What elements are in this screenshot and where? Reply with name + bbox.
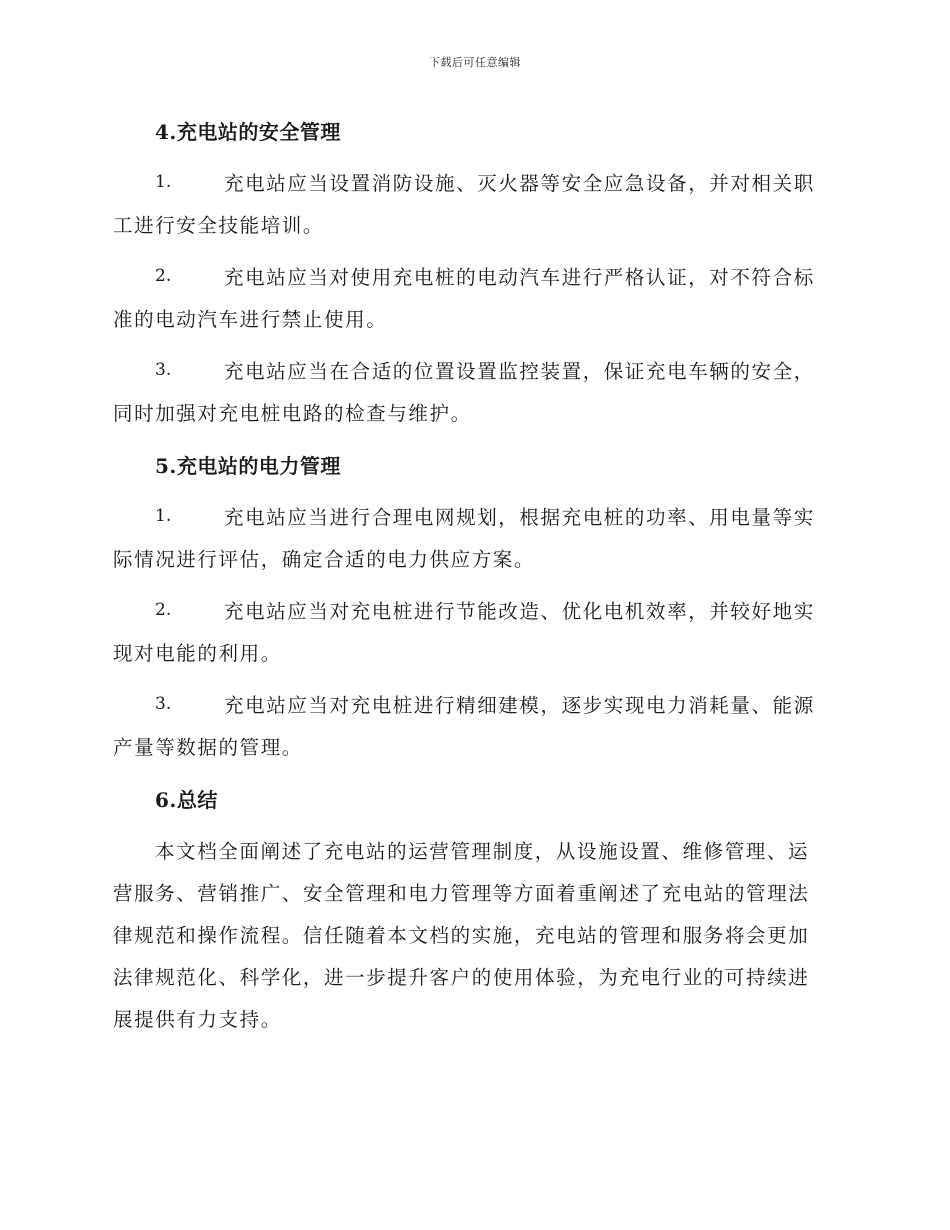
paragraph-line: 展提供有力支持。 xyxy=(113,1008,282,1031)
list-item-text-continued: 产量等数据的管理。 xyxy=(113,736,303,759)
list-item-text-continued: 同时加强对充电桩电路的检查与维护。 xyxy=(113,402,472,425)
list-item-text-continued: 现对电能的利用。 xyxy=(113,642,282,665)
paragraph-line: 律规范和操作流程。信任随着本文档的实施，充电站的管理和服务将会更加 xyxy=(113,924,810,947)
list-item-text: 充电站应当对使用充电桩的电动汽车进行严格认证，对不符合标 xyxy=(224,266,815,289)
section-heading-summary: 6.总结 xyxy=(155,788,218,812)
paragraph-line: 营服务、营销推广、安全管理和电力管理等方面着重阐述了充电站的管理法 xyxy=(113,882,810,905)
section-heading-safety: 4.充电站的安全管理 xyxy=(155,120,341,144)
list-item-text: 充电站应当对充电桩进行精细建模，逐步实现电力消耗量、能源 xyxy=(224,694,815,717)
list-item-text: 充电站应当设置消防设施、灭火器等安全应急设备，并对相关职 xyxy=(224,172,815,195)
list-item-number: 3. xyxy=(155,360,172,380)
page-header: 下载后可任意编辑 xyxy=(429,56,521,69)
list-item-text: 充电站应当进行合理电网规划，根据充电桩的功率、用电量等实 xyxy=(224,506,815,529)
list-item-text: 充电站应当对充电桩进行节能改造、优化电机效率，并较好地实 xyxy=(224,600,815,623)
list-item-text-continued: 工进行安全技能培训。 xyxy=(113,214,325,237)
list-item-text-continued: 准的电动汽车进行禁止使用。 xyxy=(113,308,388,331)
list-item-number: 3. xyxy=(155,694,172,714)
list-item-number: 1. xyxy=(155,506,172,526)
list-item-number: 1. xyxy=(155,172,172,192)
list-item-text-continued: 际情况进行评估，确定合适的电力供应方案。 xyxy=(113,548,536,571)
list-item-text: 充电站应当在合适的位置设置监控装置，保证充电车辆的安全， xyxy=(224,360,815,383)
list-item-number: 2. xyxy=(155,266,172,286)
paragraph-line: 法律规范化、科学化，进一步提升客户的使用体验，为充电行业的可持续进 xyxy=(113,966,810,989)
paragraph-line: 本文档全面阐述了充电站的运营管理制度，从设施设置、维修管理、运 xyxy=(155,840,810,863)
section-heading-power: 5.充电站的电力管理 xyxy=(155,454,341,478)
list-item-number: 2. xyxy=(155,600,172,620)
